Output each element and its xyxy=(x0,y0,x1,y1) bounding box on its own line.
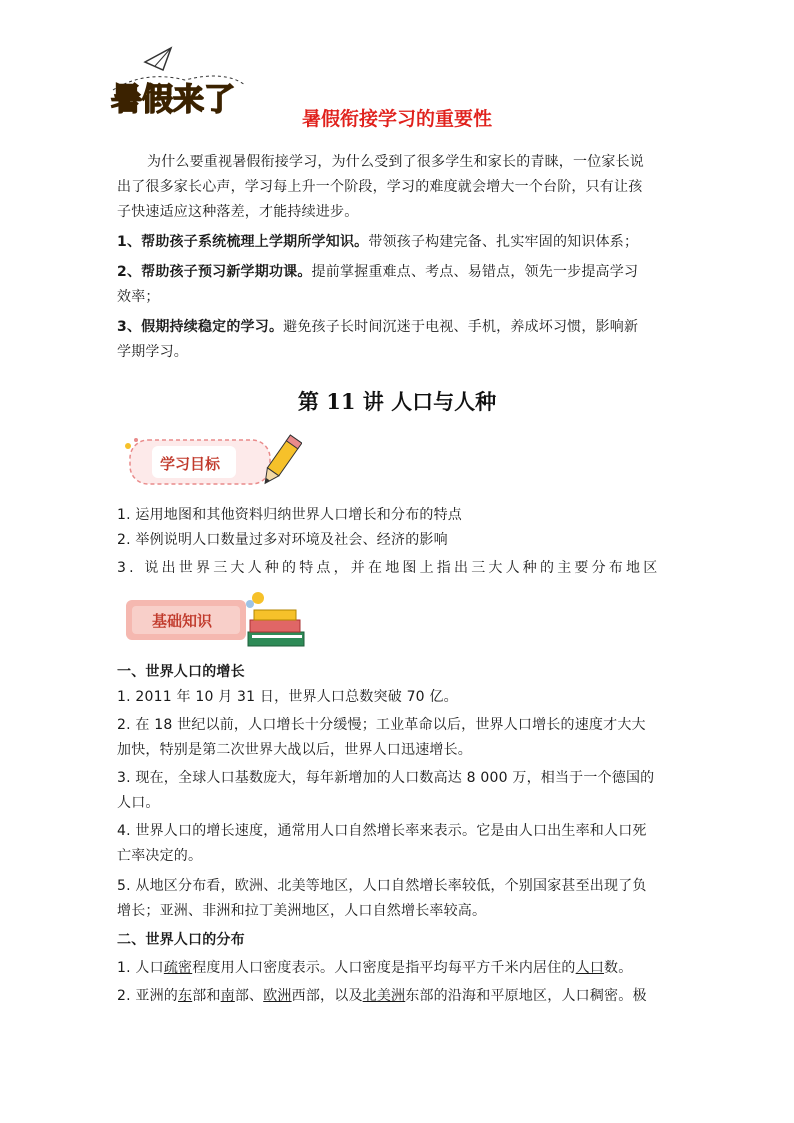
s2l2-c: 部、 xyxy=(234,988,264,1004)
point-1-text: 带领孩子构建完备、扎实牢固的知识体系； xyxy=(368,234,639,250)
goals-banner xyxy=(122,432,302,494)
section2-line-1 xyxy=(117,956,681,981)
section1-line-3: 加快，特别是第二次世界大战以后，世界人口迅速增长。 xyxy=(117,742,472,758)
goals-label: 学习目标 xyxy=(160,455,221,473)
intro-paragraph-line2: 出了很多家长心声，学习每上升一个阶段，学习的难度就会增大一个台阶，只有让孩 xyxy=(117,179,643,195)
point-2-bold: 2、帮助孩子预习新学期功课。 xyxy=(117,264,312,280)
intro-paragraph-line1: 为什么要重视暑假衔接学习，为什么受到了很多学生和家长的青睐，一位家长说 xyxy=(147,154,644,170)
s2l2-a: 2. 亚洲的 xyxy=(117,988,179,1004)
section1-line-6: 4. 世界人口的增长速度，通常用人口自然增长率来表示。它是由人口出生率和人口死 xyxy=(117,823,647,839)
intro-point-2-cont: 效率； xyxy=(117,289,160,305)
s2l2-u4: 北美洲 xyxy=(362,988,406,1004)
section1-line-5: 人口。 xyxy=(117,795,160,811)
intro-point-3 xyxy=(117,315,681,340)
point-2-text: 提前掌握重难点、考点、易错点，领先一步提高学习 xyxy=(311,264,639,280)
intro-point-3-cont: 学期学习。 xyxy=(117,344,188,360)
basics-label: 基础知识 xyxy=(152,612,213,630)
books-icon xyxy=(240,588,310,652)
s2l1-u2: 人口 xyxy=(575,960,605,976)
pencil-icon xyxy=(258,432,302,492)
basics-banner xyxy=(122,588,312,652)
s2l2-u1: 东 xyxy=(178,988,193,1004)
s2l2-u2: 南 xyxy=(220,988,235,1004)
section1-line-9: 增长；亚洲、非洲和拉丁美洲地区，人口自然增长率较高。 xyxy=(117,903,487,919)
goal-item-2: 2. 举例说明人口数量过多对环境及社会、经济的影响 xyxy=(117,532,448,548)
point-3-bold: 3、假期持续稳定的学习。 xyxy=(117,319,284,335)
s2l2-b: 部和 xyxy=(192,988,221,1004)
s2l1-b: 程度用人口密度表示。人口密度是指平均每平方千米内居住的 xyxy=(192,960,576,976)
s2l2-u3: 欧洲 xyxy=(263,988,292,1004)
s2l1-u1: 疏密 xyxy=(163,960,193,976)
section2-line-2 xyxy=(117,984,681,1009)
section1-heading: 一、世界人口的增长 xyxy=(117,664,245,680)
intro-paragraph-line3: 子快速适应这种落差，才能持续进步。 xyxy=(117,204,359,220)
s2l1-a: 1. 人口 xyxy=(117,960,164,976)
intro-point-2 xyxy=(117,260,681,285)
s2l2-e: 东部的沿海和平原地区，人口稠密。极 xyxy=(405,988,647,1004)
section1-line-2: 2. 在 18 世纪以前，人口增长十分缓慢；工业革命以后，世界人口增长的速度才大大 xyxy=(117,717,646,733)
goal-item-1: 1. 运用地图和其他资料归纳世界人口增长和分布的特点 xyxy=(117,507,463,523)
section1-line-4: 3. 现在，全球人口基数庞大，每年新增加的人口数高达 8 000 万，相当于一个德国的 xyxy=(117,770,655,786)
s2l1-c: 数。 xyxy=(604,960,633,976)
lecture-title: 第 11 讲 人口与人种 xyxy=(297,389,497,414)
header-title: 暑假衔接学习的重要性 xyxy=(301,108,492,130)
goal-item-3: 3. 说出世界三大人种的特点，并在地图上指出三大人种的主要分布地区 xyxy=(117,560,661,576)
section1-line-1: 1. 2011 年 10 月 31 日，世界人口总数突破 70 亿。 xyxy=(117,689,458,705)
intro-point-1 xyxy=(117,230,681,255)
s2l2-d: 西部，以及 xyxy=(291,988,363,1004)
point-1-bold: 1、帮助孩子系统梳理上学期所学知识。 xyxy=(117,234,369,250)
logo-text: 暑假来了 xyxy=(111,82,235,118)
section1-line-8: 5. 从地区分布看，欧洲、北美等地区，人口自然增长率较低，个别国家甚至出现了负 xyxy=(117,878,647,894)
section2-heading: 二、世界人口的分布 xyxy=(117,932,245,948)
section1-line-7: 亡率决定的。 xyxy=(117,848,203,864)
paper-plane-icon xyxy=(145,48,171,70)
point-3-text: 避免孩子长时间沉迷于电视、手机，养成坏习惯，影响新 xyxy=(283,319,639,335)
